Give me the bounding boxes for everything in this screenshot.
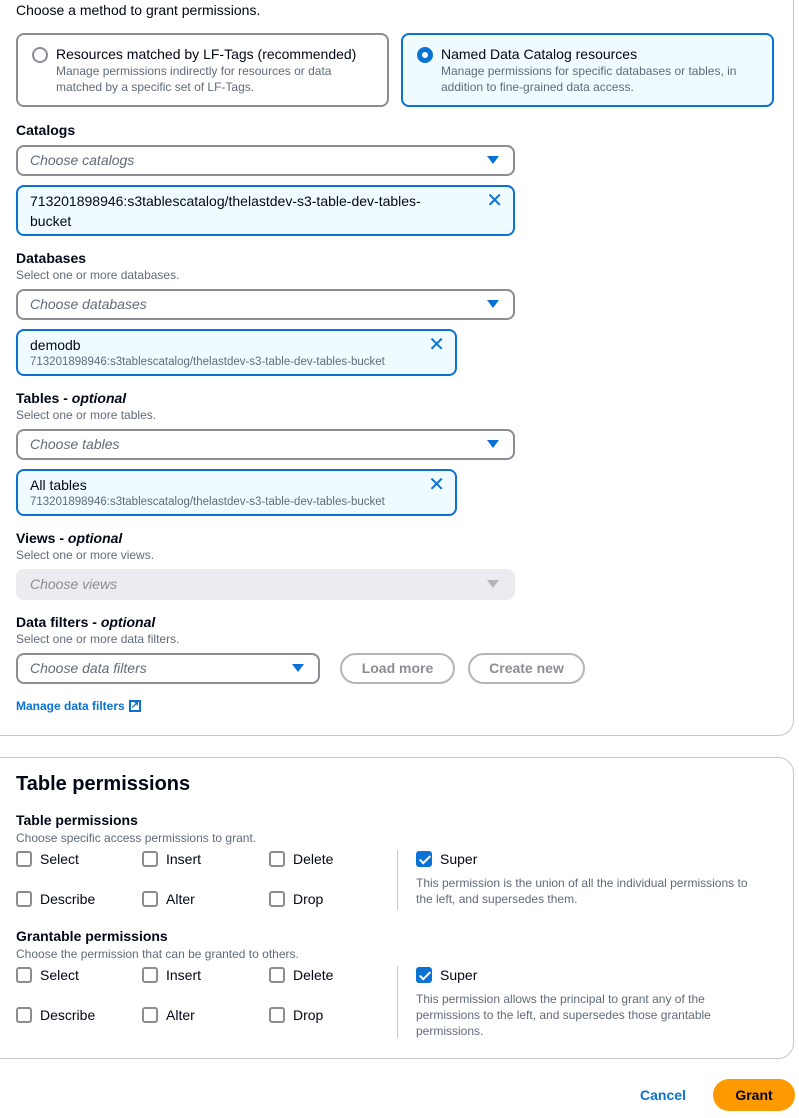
load-more-button[interactable]: Load more bbox=[340, 653, 455, 684]
catalogs-label: Catalogs bbox=[16, 122, 76, 138]
database-token bbox=[16, 329, 457, 376]
table-token bbox=[16, 469, 457, 516]
checkbox-label: Alter bbox=[166, 1007, 195, 1023]
grantable-permissions-desc: Choose the permission that can be granted to others. bbox=[16, 947, 299, 961]
checkbox[interactable] bbox=[269, 967, 285, 983]
tables-placeholder: Choose tables bbox=[30, 436, 120, 452]
perm-select[interactable] bbox=[16, 851, 79, 867]
optional-text: optional bbox=[67, 530, 123, 546]
tables-desc: Select one or more tables. bbox=[16, 408, 157, 422]
desc-line: the left, and supersedes them. bbox=[416, 892, 578, 906]
checkbox-label: Insert bbox=[166, 851, 202, 867]
token-label: 713201898946:s3tablescatalog/thelastdev-s3-table-dev-tables- bbox=[30, 193, 421, 209]
checkbox[interactable] bbox=[142, 967, 158, 983]
table-permissions-label: Table permissions bbox=[16, 812, 138, 828]
method-title: Resources matched by LF-Tags (recommended) bbox=[56, 46, 357, 62]
checkbox-label: Alter bbox=[166, 891, 195, 907]
grant-describe[interactable] bbox=[16, 1007, 95, 1023]
close-icon[interactable]: ✕ bbox=[486, 190, 503, 212]
catalogs-select[interactable] bbox=[16, 145, 515, 176]
checkbox[interactable] bbox=[142, 1007, 158, 1023]
grant-button[interactable]: Grant bbox=[713, 1079, 795, 1111]
card-title: Table permissions bbox=[16, 773, 191, 795]
checkbox[interactable] bbox=[269, 851, 285, 867]
data-filters-select[interactable] bbox=[16, 653, 320, 684]
super-desc bbox=[416, 875, 748, 907]
manage-data-filters-link[interactable] bbox=[16, 699, 141, 713]
grant-drop[interactable] bbox=[269, 1007, 323, 1023]
method-lf-tags[interactable] bbox=[16, 33, 389, 107]
desc-line: permissions to the left, and supersedes those grantable bbox=[416, 1008, 711, 1022]
perm-describe[interactable] bbox=[16, 891, 95, 907]
perm-insert[interactable] bbox=[142, 851, 201, 867]
catalog-token bbox=[16, 185, 515, 236]
checkbox[interactable] bbox=[16, 967, 32, 983]
divider bbox=[397, 850, 398, 910]
grantable-permissions-label: Grantable permissions bbox=[16, 928, 168, 944]
radio-selected-icon[interactable] bbox=[417, 47, 433, 63]
cancel-button[interactable]: Cancel bbox=[640, 1087, 686, 1103]
close-icon[interactable]: ✕ bbox=[428, 334, 445, 356]
radio-icon[interactable] bbox=[32, 47, 48, 63]
caret-down-icon bbox=[487, 156, 499, 164]
external-link-icon: ↗ bbox=[130, 700, 140, 711]
divider bbox=[397, 966, 398, 1038]
label-text: Data filters - bbox=[16, 614, 101, 630]
method-title: Named Data Catalog resources bbox=[441, 46, 638, 62]
checkbox-checked[interactable] bbox=[416, 851, 432, 867]
caret-down-icon bbox=[487, 440, 499, 448]
tables-select[interactable] bbox=[16, 429, 515, 460]
token-label: demodb bbox=[30, 337, 81, 353]
checkbox[interactable] bbox=[16, 891, 32, 907]
databases-desc: Select one or more databases. bbox=[16, 268, 180, 282]
desc-line: This permission is the union of all the individual permissions to bbox=[416, 876, 748, 890]
token-label: All tables bbox=[30, 477, 87, 493]
method-named-resources[interactable] bbox=[401, 33, 774, 107]
optional-text: optional bbox=[100, 614, 156, 630]
grant-alter[interactable] bbox=[142, 1007, 195, 1023]
close-icon[interactable]: ✕ bbox=[428, 474, 445, 496]
catalogs-placeholder: Choose catalogs bbox=[30, 152, 135, 168]
link-text: Manage data filters bbox=[16, 699, 125, 713]
tables-label bbox=[16, 390, 126, 406]
checkbox-label: Select bbox=[40, 851, 79, 867]
checkbox-label: Super bbox=[440, 967, 478, 983]
method-desc: Manage permissions for specific databases or tables, in bbox=[441, 64, 737, 78]
checkbox-label: Delete bbox=[293, 851, 334, 867]
caret-down-icon bbox=[292, 664, 304, 672]
checkbox-label: Select bbox=[40, 967, 79, 983]
databases-select[interactable] bbox=[16, 289, 515, 320]
token-sublabel: 713201898946:s3tablescatalog/thelastdev-s3-table-dev-tables-bucket bbox=[30, 496, 385, 508]
databases-label: Databases bbox=[16, 250, 87, 266]
token-sublabel: 713201898946:s3tablescatalog/thelastdev-s3-table-dev-tables-bucket bbox=[30, 356, 385, 368]
checkbox[interactable] bbox=[142, 891, 158, 907]
caret-down-icon bbox=[487, 300, 499, 308]
filters-desc: Select one or more data filters. bbox=[16, 632, 180, 646]
checkbox[interactable] bbox=[16, 851, 32, 867]
checkbox-checked[interactable] bbox=[416, 967, 432, 983]
views-select[interactable] bbox=[16, 569, 515, 600]
perm-alter[interactable] bbox=[142, 891, 195, 907]
perm-delete[interactable] bbox=[269, 851, 333, 867]
checkbox-label: Describe bbox=[40, 891, 96, 907]
method-desc: addition to fine-grained data access. bbox=[441, 80, 634, 94]
optional-text: optional bbox=[71, 390, 127, 406]
grant-super[interactable] bbox=[416, 967, 477, 983]
databases-placeholder: Choose databases bbox=[30, 296, 147, 312]
checkbox-label: Describe bbox=[40, 1007, 96, 1023]
checkbox-label: Super bbox=[440, 851, 478, 867]
create-new-button[interactable]: Create new bbox=[468, 653, 585, 684]
checkbox[interactable] bbox=[269, 891, 285, 907]
token-label: bucket bbox=[30, 213, 72, 229]
label-text: Tables - bbox=[16, 390, 72, 406]
desc-line: This permission allows the principal to grant any of the bbox=[416, 992, 705, 1006]
checkbox-label: Delete bbox=[293, 967, 334, 983]
views-placeholder: Choose views bbox=[30, 576, 118, 592]
intro-text: Choose a method to grant permissions. bbox=[16, 2, 261, 18]
grant-insert[interactable] bbox=[142, 967, 201, 983]
views-label bbox=[16, 530, 122, 546]
checkbox[interactable] bbox=[269, 1007, 285, 1023]
caret-down-icon bbox=[487, 580, 499, 588]
perm-drop[interactable] bbox=[269, 891, 323, 907]
checkbox[interactable] bbox=[142, 851, 158, 867]
table-permissions-desc: Choose specific access permissions to grant. bbox=[16, 831, 257, 845]
perm-super[interactable] bbox=[416, 851, 477, 867]
views-desc: Select one or more views. bbox=[16, 548, 155, 562]
checkbox-label: Insert bbox=[166, 967, 202, 983]
filters-label bbox=[16, 614, 155, 630]
grant-select[interactable] bbox=[16, 967, 79, 983]
grant-delete[interactable] bbox=[269, 967, 333, 983]
filters-placeholder: Choose data filters bbox=[30, 660, 147, 676]
checkbox-label: Drop bbox=[293, 891, 324, 907]
method-desc: Manage permissions indirectly for resources or data bbox=[56, 64, 332, 78]
checkbox-label: Drop bbox=[293, 1007, 324, 1023]
desc-line: permissions. bbox=[416, 1024, 484, 1038]
label-text: Views - bbox=[16, 530, 68, 546]
super-desc bbox=[416, 991, 711, 1039]
method-desc: matched by a specific set of LF-Tags. bbox=[56, 80, 255, 94]
checkbox[interactable] bbox=[16, 1007, 32, 1023]
